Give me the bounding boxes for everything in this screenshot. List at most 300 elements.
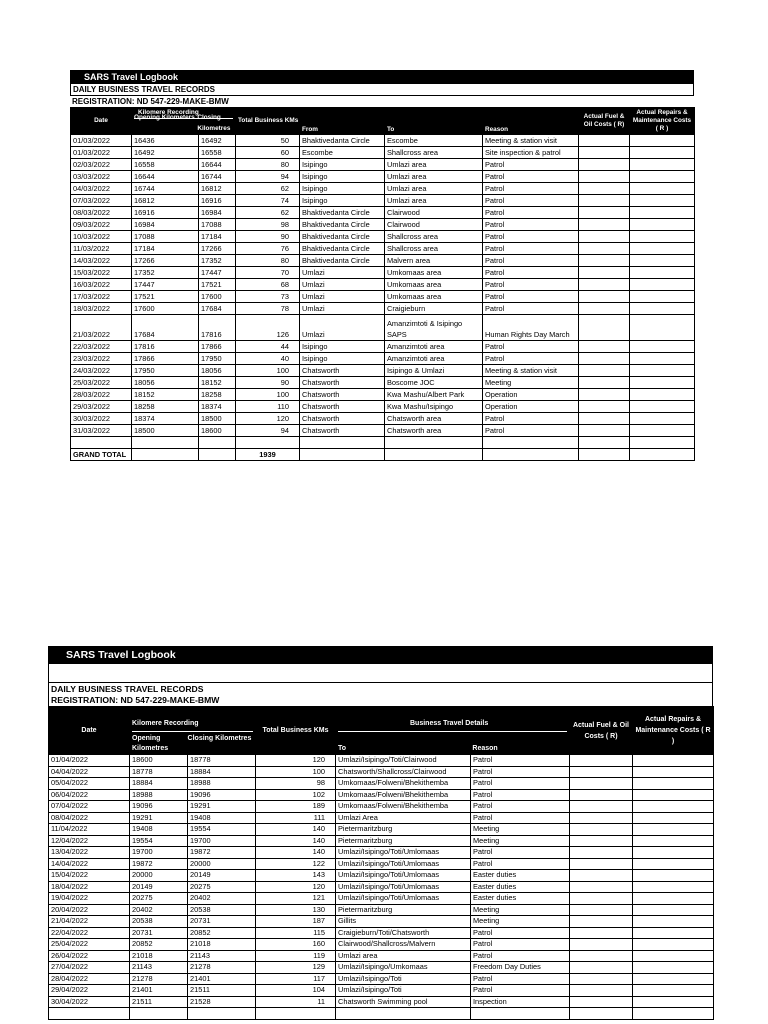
col-km-group [130,707,256,755]
opening-km-cell: 20538 [130,916,188,928]
closing-km-cell: 19554 [188,824,256,836]
total-km-cell: 111 [256,812,336,824]
empty-cell [256,1008,336,1020]
reason-cell: Meeting [471,904,570,916]
date-cell: 31/03/2022 [71,425,132,437]
from-cell: Isipingo [300,171,385,183]
to-cell: Chatsworth area [385,413,483,425]
empty-cell [199,449,236,461]
fuel-cost-cell [579,207,630,219]
reason-cell: Easter duties [471,870,570,882]
empty-cell [336,1008,471,1020]
to-cell: Gillits [336,916,471,928]
reason-cell: Patrol [483,341,579,353]
reason-cell: Patrol [471,847,570,859]
from-cell: Umlazi [300,279,385,291]
fuel-cost-cell [579,365,630,377]
opening-km-cell: 21401 [130,985,188,997]
to-cell: Umlazi/Isipingo/Toti/Umlomaas [336,870,471,882]
total-km-cell: 94 [236,425,300,437]
table-row [71,413,695,425]
date-cell: 01/03/2022 [71,147,132,159]
repairs-cost-cell [630,315,695,341]
to-cell: Clairwood [385,219,483,231]
empty-cell [188,1008,256,1020]
date-cell: 25/04/2022 [49,939,130,951]
date-cell: 08/04/2022 [49,812,130,824]
repairs-cost-cell [630,425,695,437]
opening-km-cell: 21143 [130,962,188,974]
from-cell: Chatsworth [300,389,385,401]
table-row [49,812,714,824]
date-cell: 16/03/2022 [71,279,132,291]
date-cell: 27/04/2022 [49,962,130,974]
to-cell: Umlazi area [385,159,483,171]
date-cell: 28/03/2022 [71,389,132,401]
total-km-cell: 90 [236,377,300,389]
total-km-cell: 100 [236,389,300,401]
table-row [71,159,695,171]
table-row [71,195,695,207]
from-cell: Bhaktivedanta Circle [300,243,385,255]
empty-cell [132,437,199,449]
opening-km-cell: 17866 [132,353,199,365]
table-row [49,778,714,790]
date-cell: 19/04/2022 [49,893,130,905]
total-km-cell: 62 [236,183,300,195]
repairs-cost-cell [633,996,714,1008]
opening-km-cell: 16744 [132,183,199,195]
table-row [71,255,695,267]
to-cell: Umlazi area [385,183,483,195]
empty-cell [385,449,483,461]
to-cell: Amanzimtoti area [385,353,483,365]
fuel-cost-cell [579,341,630,353]
from-cell: Chatsworth [300,425,385,437]
opening-km-cell: 19554 [130,835,188,847]
table-row [71,389,695,401]
reason-cell: Patrol [471,766,570,778]
fuel-cost-cell [579,231,630,243]
total-km-cell: 110 [236,401,300,413]
reason-cell: Patrol [471,939,570,951]
closing-km-cell: 20852 [188,927,256,939]
total-km-cell: 189 [256,801,336,813]
repairs-cost-cell [630,159,695,171]
from-cell: Chatsworth [300,401,385,413]
to-cell: Chatsworth/Shallcross/Clairwood [336,766,471,778]
closing-km-cell: 19700 [188,835,256,847]
date-cell: 11/03/2022 [71,243,132,255]
fuel-cost-cell [570,893,633,905]
date-cell: 21/03/2022 [71,315,132,341]
date-cell: 18/03/2022 [71,303,132,315]
closing-km-cell: 18056 [199,365,236,377]
opening-km-cell: 19291 [130,812,188,824]
total-km-cell: 160 [256,939,336,951]
empty-cell [385,437,483,449]
repairs-cost-cell [630,267,695,279]
table-row [49,870,714,882]
total-km-cell: 143 [256,870,336,882]
fuel-cost-cell [570,847,633,859]
table-row [71,219,695,231]
empty-cell [579,437,630,449]
empty-cell [471,1008,570,1020]
total-km-cell: 122 [256,858,336,870]
fuel-cost-cell [570,801,633,813]
reason-cell: Patrol [483,231,579,243]
to-cell: Umlazi area [336,950,471,962]
to-cell: Chatsworth Swimming pool [336,996,471,1008]
to-cell: Pietermaritzburg [336,835,471,847]
date-cell: 04/03/2022 [71,183,132,195]
to-cell: Umlazi Area [336,812,471,824]
table-row [49,893,714,905]
total-km-cell: 74 [236,195,300,207]
to-cell: Amanzimtoti & Isipingo SAPS [385,315,483,341]
opening-km-cell: 16984 [132,219,199,231]
col-details-group [336,707,570,755]
total-km-cell: 62 [236,207,300,219]
to-cell: Umkomaas area [385,291,483,303]
repairs-cost-cell [630,401,695,413]
repairs-cost-cell [633,973,714,985]
fuel-cost-cell [579,291,630,303]
repairs-cost-cell [630,291,695,303]
from-cell: Chatsworth [300,413,385,425]
fuel-cost-cell [570,916,633,928]
opening-km-cell: 20731 [130,927,188,939]
col-closing: Closing Kilometres [187,735,252,742]
repairs-cost-cell [630,183,695,195]
from-cell: Umlazi [300,267,385,279]
reason-cell: Meeting [471,916,570,928]
closing-km-cell: 21018 [188,939,256,951]
empty-cell [630,449,695,461]
closing-km-cell: 21528 [188,996,256,1008]
table-row [71,207,695,219]
table-row [71,183,695,195]
col-closing: Kilometres [197,125,231,132]
date-cell: 23/03/2022 [71,353,132,365]
total-km-cell: 40 [236,353,300,365]
closing-km-cell: 16744 [199,171,236,183]
table-row [71,267,695,279]
closing-km-cell: 20149 [188,870,256,882]
fuel-cost-cell [579,279,630,291]
date-cell: 07/04/2022 [49,801,130,813]
table-row [49,916,714,928]
closing-km-cell: 19291 [188,801,256,813]
from-cell: Bhaktivedanta Circle [300,231,385,243]
closing-km-cell: 17684 [199,303,236,315]
empty-cell [199,437,236,449]
repairs-cost-cell [633,812,714,824]
reason-cell: Patrol [471,778,570,790]
table-row [71,315,695,341]
to-cell: Malvern area [385,255,483,267]
logbook-subtitle: DAILY BUSINESS TRAVEL RECORDS [70,84,694,96]
closing-km-cell: 20402 [188,893,256,905]
opening-km-cell: 18056 [132,377,199,389]
to-cell: Isipingo & Umlazi [385,365,483,377]
travel-table-march [70,107,695,461]
closing-km-cell: 17600 [199,291,236,303]
to-cell: Craigieburn [385,303,483,315]
from-cell: Isipingo [300,353,385,365]
reason-cell: Patrol [471,755,570,767]
total-km-cell: 50 [236,135,300,147]
to-cell: Umlazi/Isipingo/Toti [336,973,471,985]
date-cell: 21/04/2022 [49,916,130,928]
fuel-cost-cell [570,824,633,836]
closing-km-cell: 18374 [199,401,236,413]
total-km-cell: 187 [256,916,336,928]
repairs-cost-cell [633,778,714,790]
reason-cell: Patrol [483,353,579,365]
repairs-cost-cell [633,985,714,997]
closing-km-cell: 18988 [188,778,256,790]
closing-km-cell: 18778 [188,755,256,767]
fuel-cost-cell [570,927,633,939]
empty-cell [132,449,199,461]
total-km-cell: 126 [236,315,300,341]
table-row [49,985,714,997]
reason-cell: Patrol [483,195,579,207]
reason-cell: Operation [483,389,579,401]
closing-km-cell: 17866 [199,341,236,353]
repairs-cost-cell [630,135,695,147]
logbook-april [48,646,713,1020]
opening-km-cell: 18258 [132,401,199,413]
details-group-label: Business Travel Details [410,720,489,727]
date-cell: 07/03/2022 [71,195,132,207]
closing-km-cell: 18884 [188,766,256,778]
table-row [49,858,714,870]
to-cell: Chatsworth area [385,425,483,437]
opening-km-cell: 18988 [130,789,188,801]
to-cell: Umlazi area [385,195,483,207]
date-cell: 05/04/2022 [49,778,130,790]
date-cell: 28/04/2022 [49,973,130,985]
repairs-cost-cell [630,377,695,389]
opening-km-cell: 18500 [132,425,199,437]
repairs-cost-cell [633,766,714,778]
table-row [71,303,695,315]
fuel-cost-cell [579,353,630,365]
closing-km-cell: 17266 [199,243,236,255]
date-cell: 03/03/2022 [71,171,132,183]
opening-km-cell: 17521 [132,291,199,303]
col-repairs: Actual Repairs & Maintenance Costs ( R ) [633,707,714,755]
grand-total-label: GRAND TOTAL [71,449,132,461]
repairs-cost-cell [630,207,695,219]
total-km-cell: 119 [256,950,336,962]
fuel-cost-cell [570,789,633,801]
fuel-cost-cell [579,135,630,147]
to-cell: Shallcross area [385,231,483,243]
empty-cell [300,449,385,461]
total-km-cell: 60 [236,147,300,159]
total-km-cell: 73 [236,291,300,303]
repairs-cost-cell [630,353,695,365]
total-km-cell: 129 [256,962,336,974]
from-cell: Bhaktivedanta Circle [300,207,385,219]
reason-cell: Patrol [483,159,579,171]
repairs-cost-cell [630,219,695,231]
opening-km-cell: 18600 [130,755,188,767]
to-cell: Shallcross area [385,147,483,159]
date-cell: 29/04/2022 [49,985,130,997]
empty-cell [71,437,132,449]
date-cell: 15/03/2022 [71,267,132,279]
to-cell: Umlazi/Isipingo/Toti/Umlomaas [336,893,471,905]
total-km-cell: 94 [236,171,300,183]
total-km-cell: 78 [236,303,300,315]
repairs-cost-cell [630,341,695,353]
table-row [49,950,714,962]
total-km-cell: 70 [236,267,300,279]
opening-km-cell: 16812 [132,195,199,207]
blank-row [48,664,713,682]
reason-cell: Human Rights Day March [483,315,579,341]
table-row [49,881,714,893]
from-cell: Bhaktivedanta Circle [300,255,385,267]
fuel-cost-cell [579,147,630,159]
table-row [49,962,714,974]
col-fuel: Actual Fuel & Oil Costs ( R) [579,108,630,135]
reason-cell: Easter duties [471,881,570,893]
table-row [49,801,714,813]
repairs-cost-cell [630,171,695,183]
closing-km-cell: 19872 [188,847,256,859]
fuel-cost-cell [579,183,630,195]
date-cell: 22/04/2022 [49,927,130,939]
registration-label: REGISTRATION: ND 547-229-MAKE-BMW [48,694,713,706]
opening-km-cell: 20402 [130,904,188,916]
reason-cell: Patrol [483,243,579,255]
date-cell: 26/04/2022 [49,950,130,962]
fuel-cost-cell [570,812,633,824]
travel-table-april [48,706,714,1020]
col-to: To [338,745,347,752]
to-cell: Kwa Mashu/Isipingo [385,401,483,413]
opening-km-cell: 16644 [132,171,199,183]
from-cell: Isipingo [300,183,385,195]
table-row [49,973,714,985]
repairs-cost-cell [633,962,714,974]
reason-cell: Patrol [483,207,579,219]
fuel-cost-cell [570,950,633,962]
closing-km-cell: 21511 [188,985,256,997]
closing-km-cell: 18152 [199,377,236,389]
col-from: From [300,108,385,135]
to-cell: Umlazi/Isipingo/Umkomaas [336,962,471,974]
date-cell: 15/04/2022 [49,870,130,882]
date-cell: 14/04/2022 [49,858,130,870]
fuel-cost-cell [570,985,633,997]
date-cell: 01/03/2022 [71,135,132,147]
reason-cell: Patrol [471,789,570,801]
closing-km-cell: 20538 [188,904,256,916]
reason-cell: Patrol [483,183,579,195]
empty-cell [236,437,300,449]
date-cell: 17/03/2022 [71,291,132,303]
fuel-cost-cell [570,962,633,974]
to-cell: Pietermaritzburg [336,824,471,836]
total-km-cell: 44 [236,341,300,353]
opening-km-cell: 18152 [132,389,199,401]
to-cell: Umlazi/Isipingo/Toti/Umlomaas [336,881,471,893]
opening-km-cell: 19408 [130,824,188,836]
table-row [71,279,695,291]
repairs-cost-cell [633,939,714,951]
col-date: Date [49,707,130,755]
opening-km-cell: 17266 [132,255,199,267]
total-km-cell: 130 [256,904,336,916]
from-cell: Escombe [300,147,385,159]
closing-km-cell: 17950 [199,353,236,365]
reason-cell: Patrol [483,425,579,437]
total-km-cell: 76 [236,243,300,255]
from-cell: Umlazi [300,303,385,315]
col-date: Date [71,108,132,135]
fuel-cost-cell [570,835,633,847]
opening-km-cell: 20000 [130,870,188,882]
logbook-subtitle: DAILY BUSINESS TRAVEL RECORDS [48,682,713,694]
closing-km-cell: 17352 [199,255,236,267]
opening-km-cell: 16436 [132,135,199,147]
opening-km-cell: 17816 [132,341,199,353]
fuel-cost-cell [570,858,633,870]
closing-km-cell: 21401 [188,973,256,985]
empty-cell [130,1008,188,1020]
opening-km-cell: 17352 [132,267,199,279]
reason-cell: Meeting [471,824,570,836]
to-cell: Umkomaas area [385,267,483,279]
table-row [71,341,695,353]
logbook-title: SARS Travel Logbook [70,70,694,84]
opening-km-cell: 18374 [132,413,199,425]
fuel-cost-cell [579,303,630,315]
opening-km-cell: 16916 [132,207,199,219]
reason-cell: Patrol [483,219,579,231]
table-row [49,939,714,951]
logbook-march [70,70,694,461]
empty-cell [579,449,630,461]
col-total: Total Business KMs [256,707,336,755]
reason-cell: Meeting [483,377,579,389]
fuel-cost-cell [570,881,633,893]
date-cell: 12/04/2022 [49,835,130,847]
repairs-cost-cell [630,389,695,401]
to-cell: Shallcross area [385,243,483,255]
reason-cell: Patrol [471,801,570,813]
repairs-cost-cell [633,904,714,916]
km-group-label: Kilomere Recording [132,720,199,727]
reason-cell: Patrol [471,858,570,870]
repairs-cost-cell [633,893,714,905]
opening-km-cell: 18778 [130,766,188,778]
table-row [71,353,695,365]
total-km-cell: 98 [236,219,300,231]
date-cell: 09/03/2022 [71,219,132,231]
date-cell: 11/04/2022 [49,824,130,836]
total-km-cell: 80 [236,255,300,267]
repairs-cost-cell [630,255,695,267]
repairs-cost-cell [633,858,714,870]
